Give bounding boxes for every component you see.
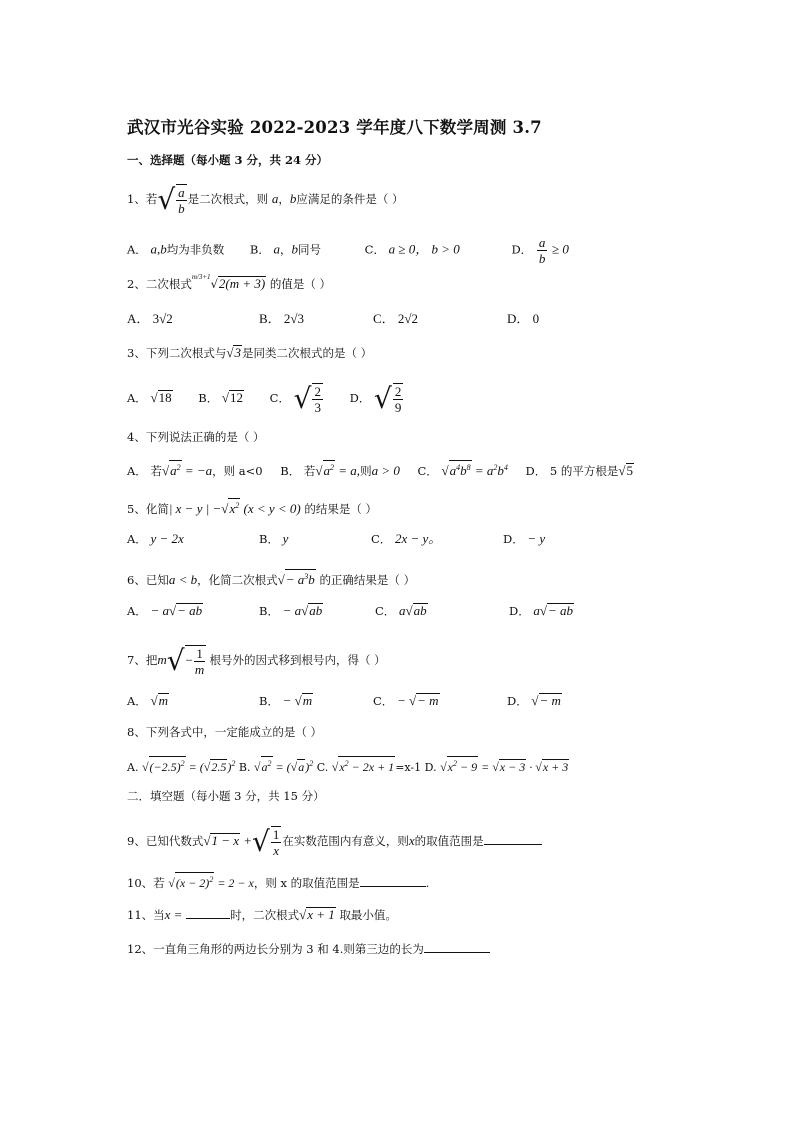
question-8: 8、下列各式中，一定能成立的是（ ）: [127, 725, 322, 739]
question-6: 6、已知a < b，化简二次根式√− $a^3b$ 的正确结果是（ ）: [127, 569, 415, 588]
question-1-options: A． a,b均为非负数 B． a，b同号 C． a ≥ 0， b > 0 D． $\frac{a}{b}$ ≥ 0: [127, 235, 569, 266]
page-title: 武汉市光谷实验 2022-2023 学年度八下数学周测 3.7: [127, 118, 542, 137]
question-7: 7、把m√− $\frac{1}{m}$ 根号外的因式移到根号内，得（ ）: [127, 644, 386, 677]
answer-blank-10[interactable]: [360, 886, 426, 887]
answer-blank-12[interactable]: [424, 952, 490, 953]
question-12: 12、一直角三角形的两边长分别为 3 和 4.则第三边的长为: [127, 941, 490, 957]
section-heading-choice: 一、选择题（每小题 3 分，共 24 分）: [127, 153, 329, 167]
answer-blank-11[interactable]: [186, 918, 230, 919]
question-4: 4、下列说法正确的是（ ）: [127, 430, 265, 444]
question-3-options: A． √18 B． √12 C． √ $\frac{2}{3}$ D． √ $\frac{2}{9}$: [127, 382, 402, 415]
question-8-options: A. $√(-2.5)^2 = (√2.5)^2$ B. $√a^2 = (√a)^2$ C. $√x^2 - 2x + 1=x-1$ D. $√x^2 - 9 = √x - 3 \cdot √x + 3$: [127, 756, 569, 776]
question-10: 10、若 $√(x - 2)^2 = 2 - x$，则 x 的取值范围是 .: [127, 872, 429, 891]
question-4-options: A． 若$√a^2 = -a$，则 a<0 B． 若$√a^2 = a$,则a > 0 C． $√a^4b^8 = a^2b^4$ D． 5 的平方根是√5: [127, 460, 634, 479]
answer-blank-9[interactable]: [484, 844, 542, 845]
question-5: 5、化简| x − y | $-√x^2$ (x < y < 0) 的结果是（ ）: [127, 498, 377, 517]
question-11: 11、当x = 时，二次根式√x + 1 取最小值。: [127, 907, 397, 922]
worksheet-page: 武汉市光谷实验 2022-2023 学年度八下数学周测 3.7 一、选择题（每小题 3 分，共 24 分） 1、若√ $\frac{a}{b}$ 是二次根式，则 a，b应满足的条件是（ ） A． a,b均为非负数 B． a，b同号 C． a ≥ 0， b > 0 D． $\frac{a}{b}$ ≥ 0 2、二次根式$^{m/3+1}$√2(m + 3) 的值是（ ） A． 3√2 B． 2√3 C． 2√2 D． 0 3、下列二次根式与√3是同类二次根式的是（ ） A． √18 B． √12 C． √ $\frac{2}{3}$ D． √ $\frac{2}{9}$ 4、下列说法正确的是（ ） A． 若$√a^2 = -a$，则 a<0 B． 若$√a^2 = a$,则a > 0 C． $√a^4b^8 = a^2b^4$ D． 5 的平方根是√5 5、化简| x − y | $-√x^2$ (x < y < 0) 的结果是（ ） A． y − 2x B． y C． 2x − y。 D． − y 6、已知a < b，化简二次根式√− $a^3b$ 的正确结果是（ ） A． − a√− ab B． − a√ab C． a√ab D． a√− ab 7、把m√− $\frac{1}{m}$ 根号外的因式移到根号内，得（ ） A． √m B． − √m C． − √− m D． √− m 8、下列各式中，一定能成立的是（ ） A. $√(-2.5)^2 = (√2.5)^2$ B. $√a^2 = (√a)^2$ C. $√x^2 - 2x + 1=x-1$ D. $√x^2 - 9 = √x - 3 \cdot √x + 3$ 二．填空题（每小题 3 分，共 15 分） 9、已知代数式√1 − x +√ $\frac{1}{x}$ 在实数范围内有意义，则x的取值范围是 10、若 $√(x - 2)^2 = 2 - x$，则 x 的取值范围是 . 11、当x = 时，二次根式√x + 1 取最小值。 12、一直角三角形的两边长分别为 3 和 4.则第三边的长为: [0, 0, 794, 1124]
question-2: 2、二次根式$^{m/3+1}$√2(m + 3) 的值是（ ）: [127, 273, 332, 291]
question-1: 1、若√ $\frac{a}{b}$ 是二次根式，则 a，b应满足的条件是（ ）: [127, 183, 404, 216]
question-9: 9、已知代数式√1 − x +√ $\frac{1}{x}$ 在实数范围内有意义，则x的取值范围是: [127, 826, 542, 858]
section-heading-fill: 二．填空题（每小题 3 分，共 15 分）: [127, 789, 325, 803]
question-3: 3、下列二次根式与√3是同类二次根式的是（ ）: [127, 345, 373, 360]
